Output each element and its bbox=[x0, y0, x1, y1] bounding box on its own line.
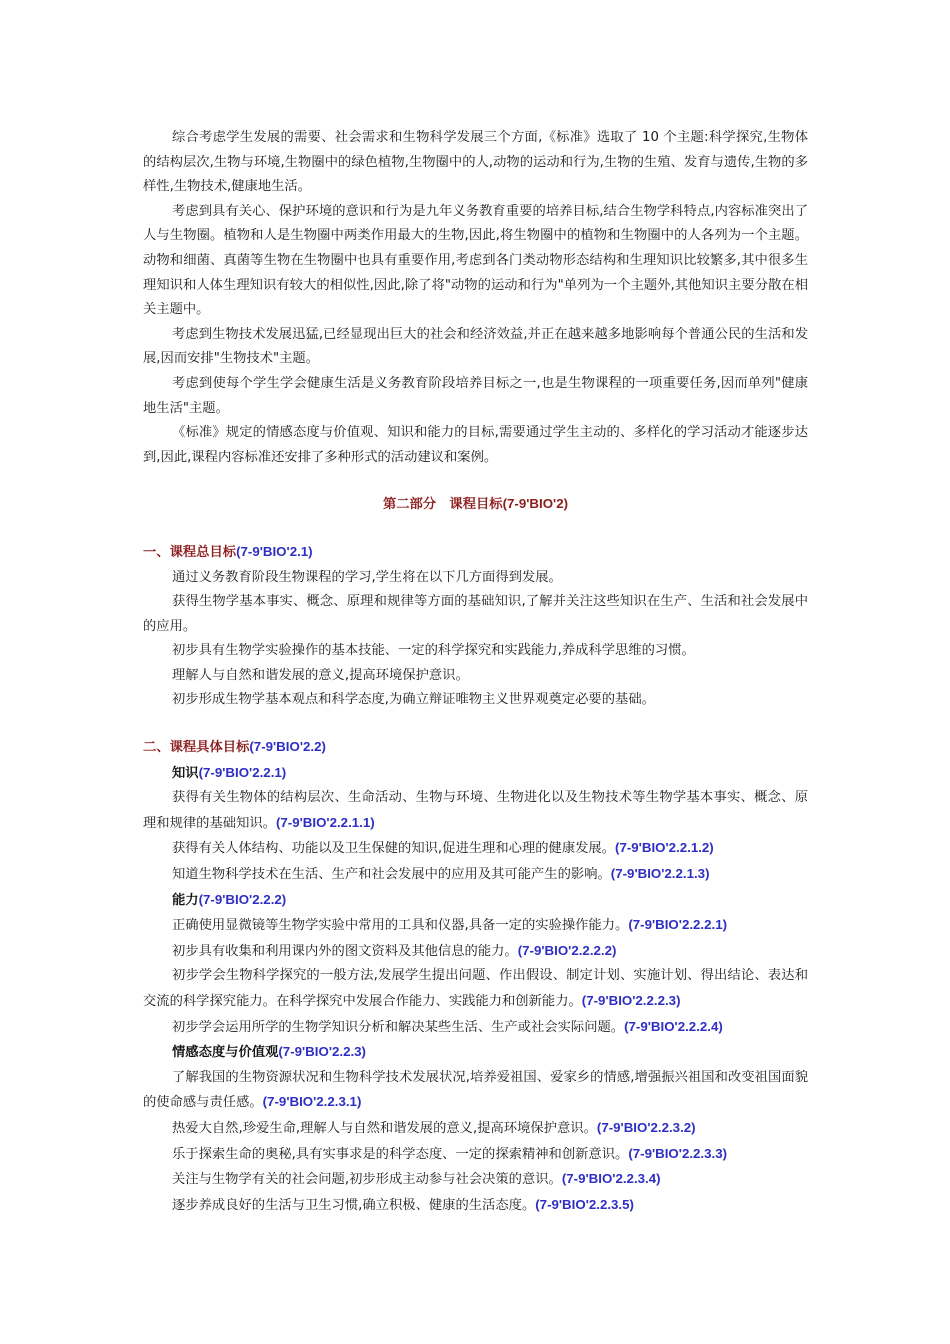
part-two-title: 第二部分 课程目标 bbox=[382, 497, 503, 513]
goal-item-text: 正确使用显微镜等生物学实验中常用的工具和仪器,具备一定的实验操作能力。 bbox=[172, 918, 629, 934]
section-title: 一、课程总目标 bbox=[143, 544, 237, 560]
goal-item-text: 热爱大自然,珍爱生命,理解人与自然和谐发展的意义,提高环境保护意识。 bbox=[172, 1120, 597, 1136]
goal-item-code: (7-9'BIO'2.2.3.1) bbox=[262, 1094, 362, 1110]
subsection-code: (7-9'BIO'2.2.3) bbox=[278, 1044, 366, 1060]
goal-item bbox=[143, 836, 808, 862]
intro-paragraph: 综合考虑学生发展的需要、社会需求和生物科学发展三个方面,《标准》选取了 10 个主题:科学探究,生物体的结构层次,生物与环境,生物圈中的绿色植物,生物圈中的人,动物的运动和行为,生物的生殖、发育与遗传,生物的多样性,生物技术,健康地生活。 bbox=[143, 130, 808, 195]
document-page bbox=[143, 126, 808, 1218]
subsection-code: (7-9'BIO'2.2.2) bbox=[198, 891, 287, 907]
goal-item-code: (7-9'BIO'2.2.2.4) bbox=[624, 1018, 723, 1034]
section-title: 二、课程具体目标 bbox=[143, 740, 250, 756]
goal-item-code: (7-9'BIO'2.2.1.2) bbox=[615, 840, 714, 856]
goal-paragraph: 初步具有生物学实验操作的基本技能、一定的科学探究和实践能力,养成科学思维的习惯。 bbox=[172, 643, 695, 659]
intro-paragraph: 考虑到具有关心、保护环境的意识和行为是九年义务教育重要的培养目标,结合生物学科特点,内容标准突出了人与生物圈。植物和人是生物圈中两类作用最大的生物,因此,将生物圈中的植物和生物圈中的人各列为一个主题。动物和细菌、真菌等生物在生物圈中也具有重要作用,考虑到各门类动物形态结构和生理知识比较繁多,其中很多生理知识和人体生理知识有较大的相似性,因此,除了将"动物的运动和行为"单列为一个主题外,其他知识主要分散在相关主题中。 bbox=[143, 203, 808, 318]
goal-item bbox=[143, 1116, 808, 1142]
goal-item-text: 初步学会生物科学探究的一般方法,发展学生提出问题、作出假设、制定计划、实施计划、得出结论、表达和交流的科学探究能力。在科学探究中发展合作能力、实践能力和创新能力。 bbox=[143, 968, 808, 1009]
subsection-heading-knowledge bbox=[143, 761, 808, 787]
goal-paragraph: 初步形成生物学基本观点和科学态度,为确立辩证唯物主义世界观奠定必要的基础。 bbox=[172, 692, 655, 708]
goal-item-code: (7-9'BIO'2.2.1.1) bbox=[275, 814, 375, 830]
goal-item-text: 逐步养成良好的生活与卫生习惯,确立积极、健康的生活态度。 bbox=[172, 1197, 536, 1213]
section-code: (7-9'BIO'2.1) bbox=[236, 543, 313, 559]
goal-item-text: 了解我国的生物资源状况和生物科学技术发展状况,培养爱祖国、爱家乡的情感,增强振兴祖国和改变祖国面貌的使命感与责任感。 bbox=[143, 1069, 808, 1111]
goal-paragraph: 理解人与自然和谐发展的意义,提高环境保护意识。 bbox=[172, 667, 469, 683]
subsection-title: 知识 bbox=[172, 765, 199, 781]
goal-item bbox=[143, 1193, 808, 1219]
goal-item-code: (7-9'BIO'2.2.3.4) bbox=[561, 1171, 661, 1187]
goal-item-code: (7-9'BIO'2.2.2.1) bbox=[628, 917, 728, 933]
goal-item bbox=[143, 1066, 808, 1116]
goal-item bbox=[143, 862, 808, 888]
goal-paragraph: 获得生物学基本事实、概念、原理和规律等方面的基础知识,了解并关注这些知识在生产、生活和社会发展中的应用。 bbox=[143, 594, 808, 634]
goal-item bbox=[143, 1167, 808, 1193]
goal-item bbox=[143, 786, 808, 836]
section-heading-specific-goals bbox=[143, 735, 808, 761]
goal-item-text: 初步学会运用所学的生物学知识分析和解决某些生活、生产或社会实际问题。 bbox=[172, 1019, 625, 1035]
goal-item-text: 乐于探索生命的奥秘,具有实事求是的科学态度、一定的探索精神和创新意识。 bbox=[172, 1146, 629, 1162]
intro-paragraph: 考虑到生物技术发展迅猛,已经显现出巨大的社会和经济效益,并正在越来越多地影响每个普通公民的生活和发展,因而安排"生物技术"主题。 bbox=[143, 326, 808, 367]
goal-item-code: (7-9'BIO'2.2.2.3) bbox=[581, 993, 681, 1008]
goal-item-code: (7-9'BIO'2.2.3.3) bbox=[628, 1145, 728, 1161]
goal-item bbox=[143, 939, 808, 965]
goal-item-text: 获得有关生物体的结构层次、生命活动、生物与环境、生物进化以及生物技术等生物学基本事实、概念、原理和规律的基础知识。 bbox=[143, 790, 808, 831]
goal-item bbox=[143, 964, 808, 1014]
goal-item-text: 关注与生物学有关的社会问题,初步形成主动参与社会决策的意识。 bbox=[172, 1172, 562, 1188]
section-heading-overall-goals bbox=[143, 540, 808, 566]
goal-item-code: (7-9'BIO'2.2.2.2) bbox=[517, 942, 617, 958]
subsection-code: (7-9'BIO'2.2.1) bbox=[198, 764, 287, 780]
intro-paragraph: 《标准》规定的情感态度与价值观、知识和能力的目标,需要通过学生主动的、多样化的学习活动才能逐步达到,因此,课程内容标准还安排了多种形式的活动建议和案例。 bbox=[143, 425, 808, 465]
goal-item-code: (7-9'BIO'2.2.3.5) bbox=[535, 1196, 634, 1212]
goal-item-text: 初步具有收集和利用课内外的图文资料及其他信息的能力。 bbox=[172, 943, 518, 959]
goal-item-code: (7-9'BIO'2.2.1.3) bbox=[610, 866, 710, 882]
subsection-heading-attitude bbox=[143, 1040, 808, 1066]
part-two-code: (7-9'BIO'2) bbox=[502, 496, 569, 512]
goal-paragraph: 通过义务教育阶段生物课程的学习,学生将在以下几方面得到发展。 bbox=[172, 569, 562, 585]
goal-item bbox=[143, 913, 808, 939]
goal-item-text: 获得有关人体结构、功能以及卫生保健的知识,促进生理和心理的健康发展。 bbox=[172, 841, 616, 857]
intro-paragraph: 考虑到使每个学生学会健康生活是义务教育阶段培养目标之一,也是生物课程的一项重要任务,因而单列"健康地生活"主题。 bbox=[143, 375, 808, 416]
goal-item bbox=[143, 1015, 808, 1041]
goal-item-code: (7-9'BIO'2.2.3.2) bbox=[596, 1119, 696, 1135]
subsection-title: 情感态度与价值观 bbox=[172, 1045, 279, 1061]
goal-item-text: 知道生物科学技术在生活、生产和社会发展中的应用及其可能产生的影响。 bbox=[172, 867, 611, 883]
subsection-title: 能力 bbox=[172, 892, 199, 908]
subsection-heading-ability bbox=[143, 888, 808, 914]
section-code: (7-9'BIO'2.2) bbox=[249, 739, 326, 755]
part-two-heading bbox=[143, 492, 808, 518]
goal-item bbox=[143, 1142, 808, 1168]
